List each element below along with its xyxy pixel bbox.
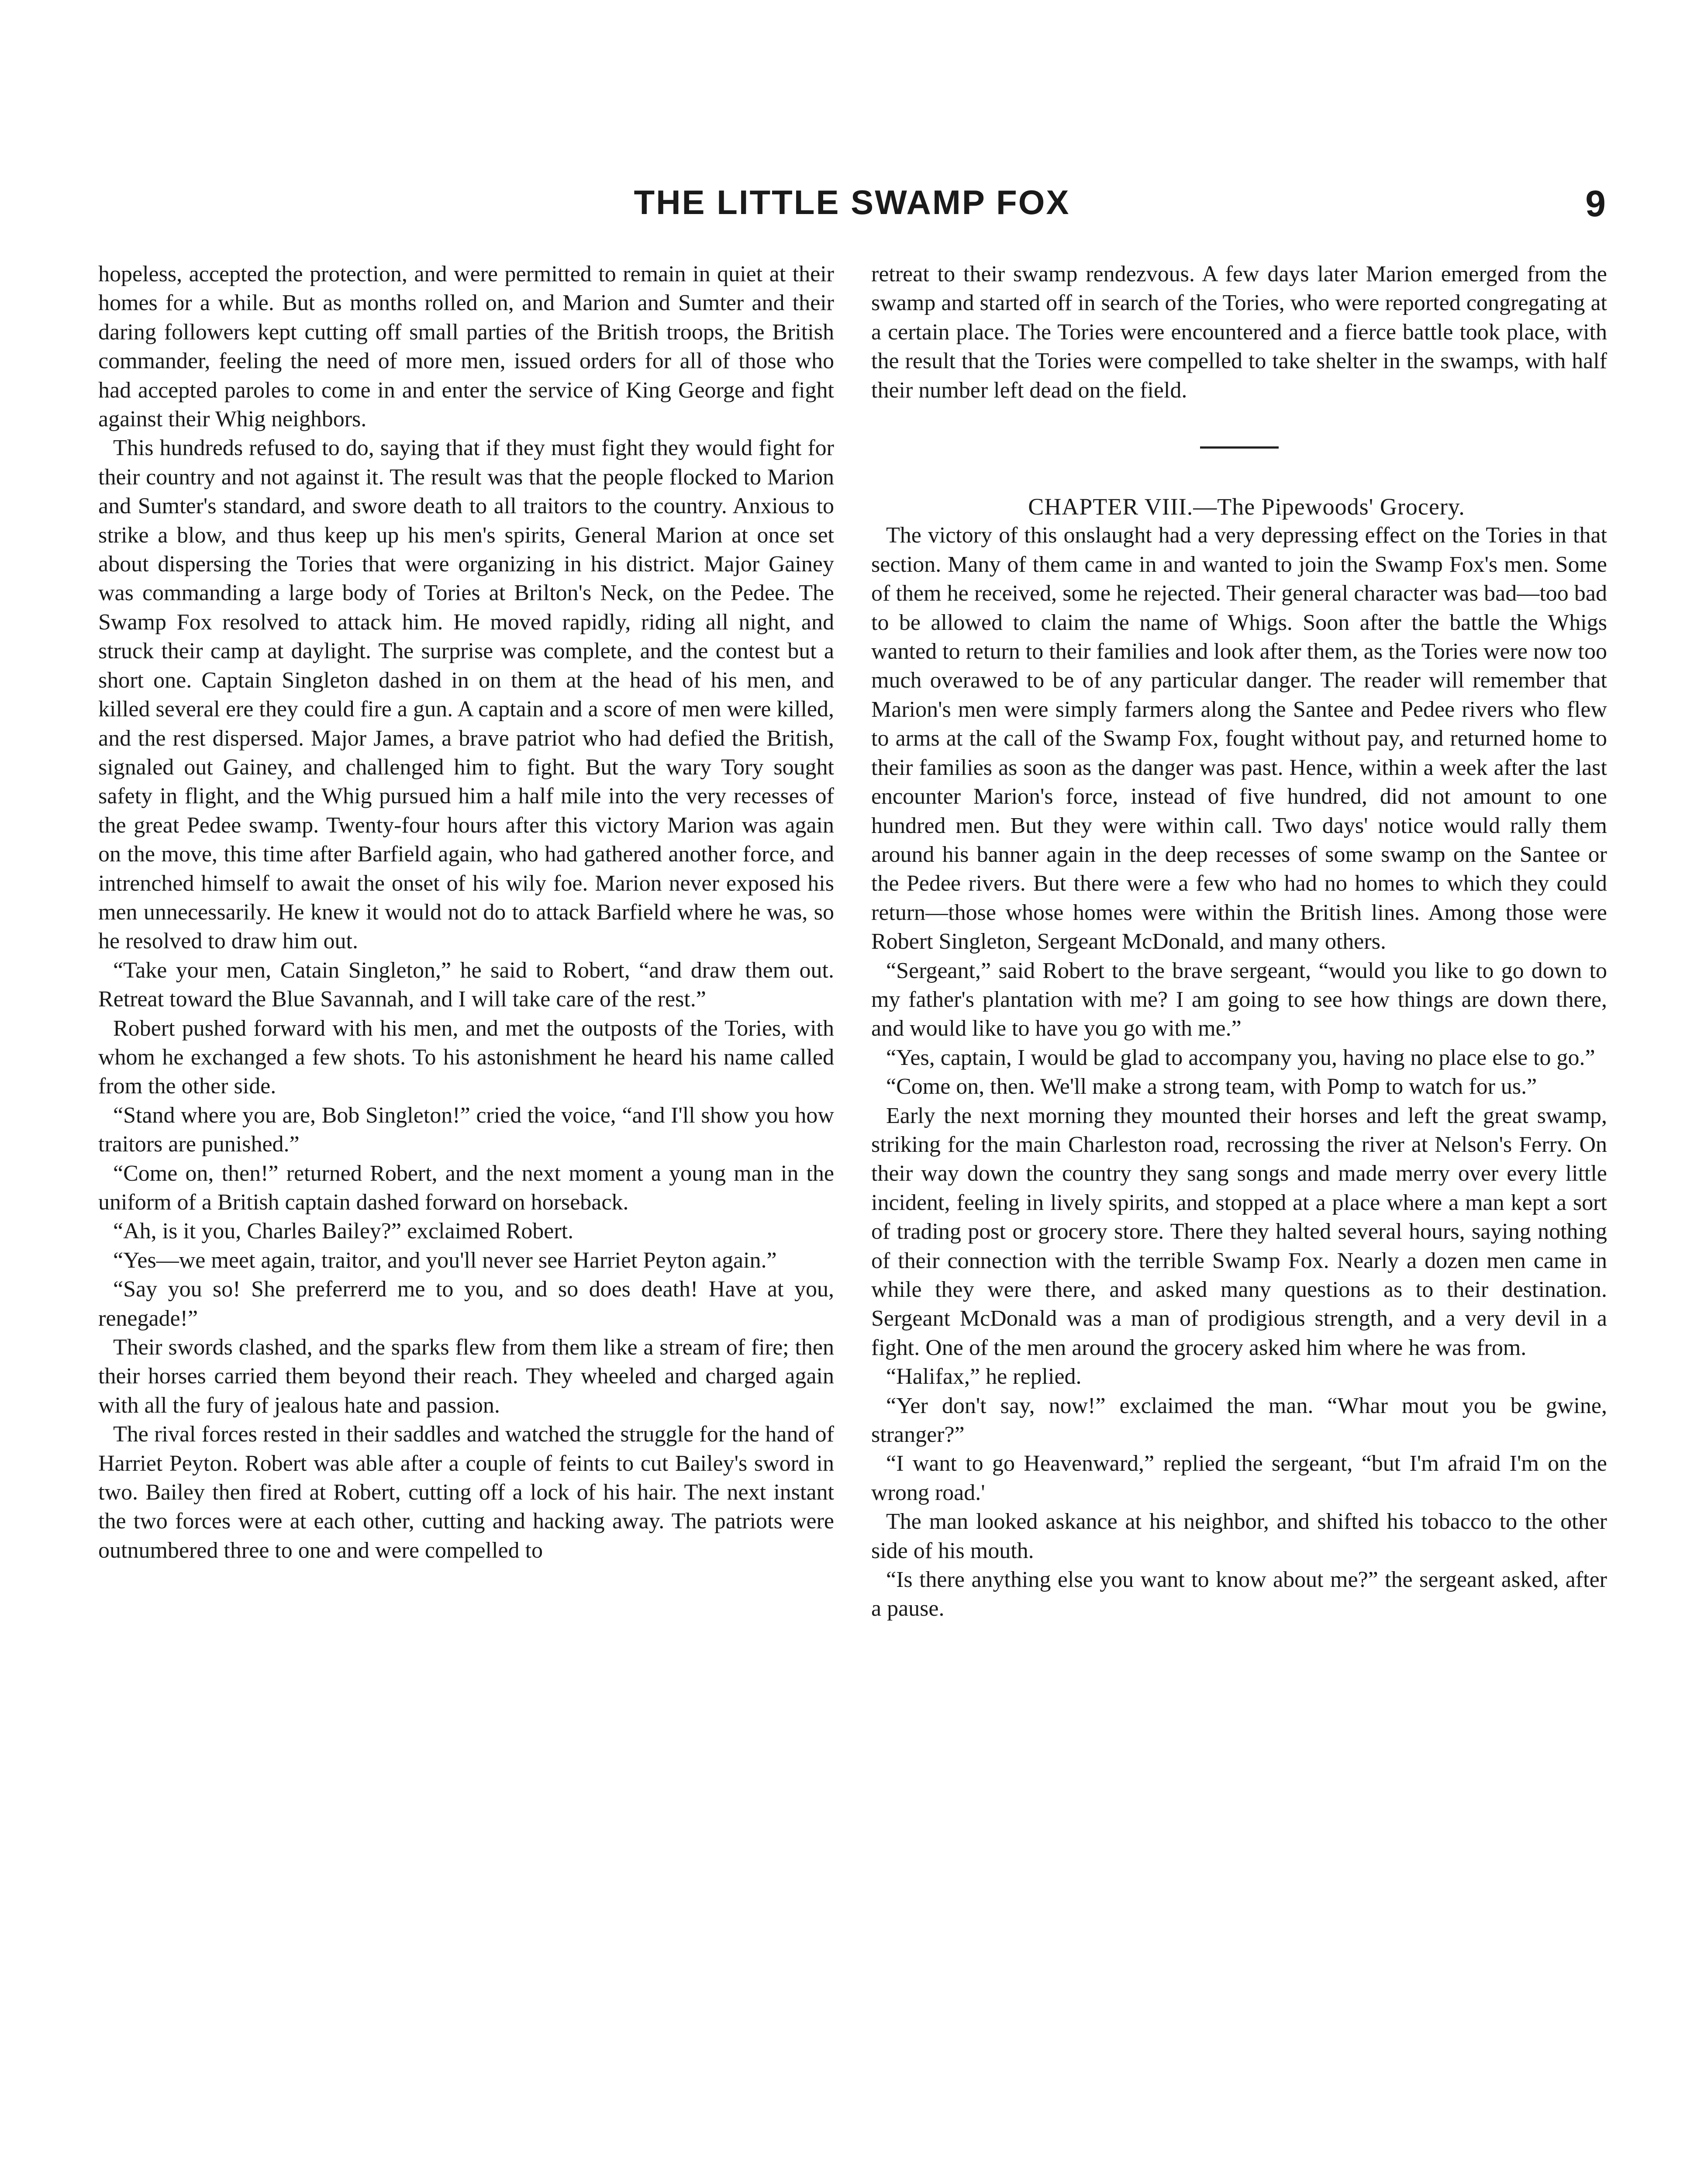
paragraph: “Come on, then. We'll make a strong team, with Pomp to watch for us.” — [886, 1074, 1537, 1099]
paragraph: “Come on, then!” returned Robert, and the next moment a young man in the uniform of a British captain dashed forward on horseback. — [98, 1161, 834, 1215]
paragraph: “Yes, captain, I would be glad to accompany you, having no place else to go.” — [886, 1045, 1595, 1070]
paragraph: “Sergeant,” said Robert to the brave sergeant, “would you like to go down to my father's plantation with me? I am going to see how things are down there, and would like to have you go with me.” — [871, 958, 1607, 1041]
chapter-heading: CHAPTER VIII.—The Pipewoods' Grocery. — [1028, 494, 1465, 520]
paragraph: “Ah, is it you, Charles Bailey?” exclaimed Robert. — [113, 1219, 574, 1244]
paragraph: “Yes—we meet again, traitor, and you'll never see Harriet Peyton again.” — [113, 1248, 777, 1273]
paragraph: retreat to their swamp rendezvous. A few days later Marion emerged from the swamp and started off in search of the Tories, who were reported congregating at a certain place. The Tories were encountered and a fierce battle took place, with the result that the Tories were compelled to take shelter in the swamps, with half their number left dead on the field. — [871, 262, 1607, 403]
paragraph: The victory of this onslaught had a very depressing effect on the Tories in that section. Many of them came in and wanted to join the Swamp Fox's men. Some of them he received, some he rejected. Their general character was bad—too bad to be allowed to claim the name of Whigs. Soon after the battle the Whigs wanted to return to their families and look after them, as the Tories were now too much overawed to be of any particular danger. The reader will remember that Marion's men were simply farmers along the Santee and Pedee rivers who flew to arms at the call of the Swamp Fox, fought without pay, and returned home to their families as soon as the danger was past. Hence, within a week after the last encounter Marion's force, instead of five hundred, did not amount to one hundred men. But they were within call. Two days' notice would rally them around his banner again in the deep recesses of some swamp on the Santee or the Pedee rivers. But there were a few who had no homes to which they could return—those whose homes were within the British lines. Among those were Robert Singleton, Sergeant McDonald, and many others. — [871, 523, 1607, 954]
paragraph: The man looked askance at his neighbor, and shifted his tobacco to the other side of his mouth. — [871, 1509, 1607, 1563]
paragraph: “Is there anything else you want to know about me?” the sergeant asked, after a pause. — [871, 1567, 1607, 1621]
paragraph: hopeless, accepted the protection, and were permitted to remain in quiet at their homes for a while. But as months rolled on, and Marion and Sumter and their daring followers kept cutting off small parties of the British troops, the British commander, feeling the need of more men, issued orders for all of those who had accepted paroles to come in and enter the service of King George and fight against their Whig neighbors. — [98, 262, 834, 432]
paragraph: “Halifax,” he replied. — [886, 1364, 1082, 1389]
paragraph: “Stand where you are, Bob Singleton!” cried the voice, “and I'll show you how traitors are punished.” — [98, 1102, 834, 1157]
paragraph: Their swords clashed, and the sparks flew from them like a stream of fire; then their horses carried them beyond their reach. They wheeled and charged again with all the fury of jealous hate and passion. — [98, 1335, 834, 1418]
paragraph: The rival forces rested in their saddles and watched the struggle for the hand of Harriet Peyton. Robert was able after a couple of feints to cut Bailey's sword in two. Bailey then fired at Robert, cutting off a lock of his hair. The next instant the two forces were at each other, cutting and hacking away. The patriots were outnumbered three to one and were compelled to — [98, 1422, 834, 1563]
paragraph: “Yer don't say, now!” exclaimed the man. “Whar mout you be gwine, stranger?” — [871, 1393, 1607, 1448]
paragraph: “Take your men, Catain Singleton,” he said to Robert, “and draw them out. Retreat toward the Blue Savannah, and I will take care of the rest.” — [98, 957, 834, 1012]
paragraph: Early the next morning they mounted their horses and left the great swamp, striking for the main Charleston road, recrossing the river at Nelson's Ferry. On their way down the country they sang songs and made merry over every little incident, feeling in lively spirits, and stopped at a place where a man kept a sort of trading post or grocery store. There they halted several hours, saying nothing of their connection with the terrible Swamp Fox. Nearly a dozen men came in while they were there, and asked many questions as to their destination. Sergeant McDonald was a man of prodigious strength, and a very devil in a fight. One of the men around the grocery asked him where he was from. — [871, 1103, 1607, 1360]
paragraph: “Say you so! She preferrerd me to you, and so does death! Have at you, renegade!” — [98, 1277, 834, 1331]
right-column — [871, 260, 1607, 1624]
page-number: 9 — [1585, 183, 1606, 224]
paragraph: This hundreds refused to do, saying that if they must fight they would fight for their country and not against it. The result was that the people flocked to Marion and Sumter's standard, and swore death to all traitors to the country. Anxious to strike a blow, and thus keep up his men's spirits, General Marion at once set about dispersing the Tories that were organizing in his district. Major Gainey was commanding a large body of Tories at Brilton's Neck, on the Pedee. The Swamp Fox resolved to attack him. He moved rapidly, riding all night, and struck their camp at daylight. The surprise was complete, and the contest but a short one. Captain Singleton dashed in on them at the head of his men, and killed several ere they could fire a gun. A captain and a score of men were killed, and the rest dispersed. Major James, a brave patriot who had defied the British, signaled out Gainey, and challenged him to fight. But the wary Tory sought safety in flight, and the Whig pursued him a half mile into the very recesses of the great Pedee swamp. Twenty-four hours after this victory Marion was again on the move, this time after Barfield again, who had gathered another force, and intrenched himself to await the onset of his wily foe. Marion never exposed his men unnecessarily. He knew it would not do to attack Barfield where he was, so he resolved to draw him out. — [98, 435, 834, 954]
paragraph: “I want to go Heavenward,” replied the sergeant, “but I'm afraid I'm on the wrong road.' — [871, 1451, 1607, 1505]
left-column — [98, 260, 834, 1565]
section-divider — [1200, 446, 1279, 449]
running-title: THE LITTLE SWAMP FOX — [634, 183, 1070, 221]
paragraph: Robert pushed forward with his men, and met the outposts of the Tories, with whom he exchanged a few shots. To his astonishment he heard his name called from the other side. — [98, 1016, 834, 1099]
page-header — [0, 183, 1704, 235]
